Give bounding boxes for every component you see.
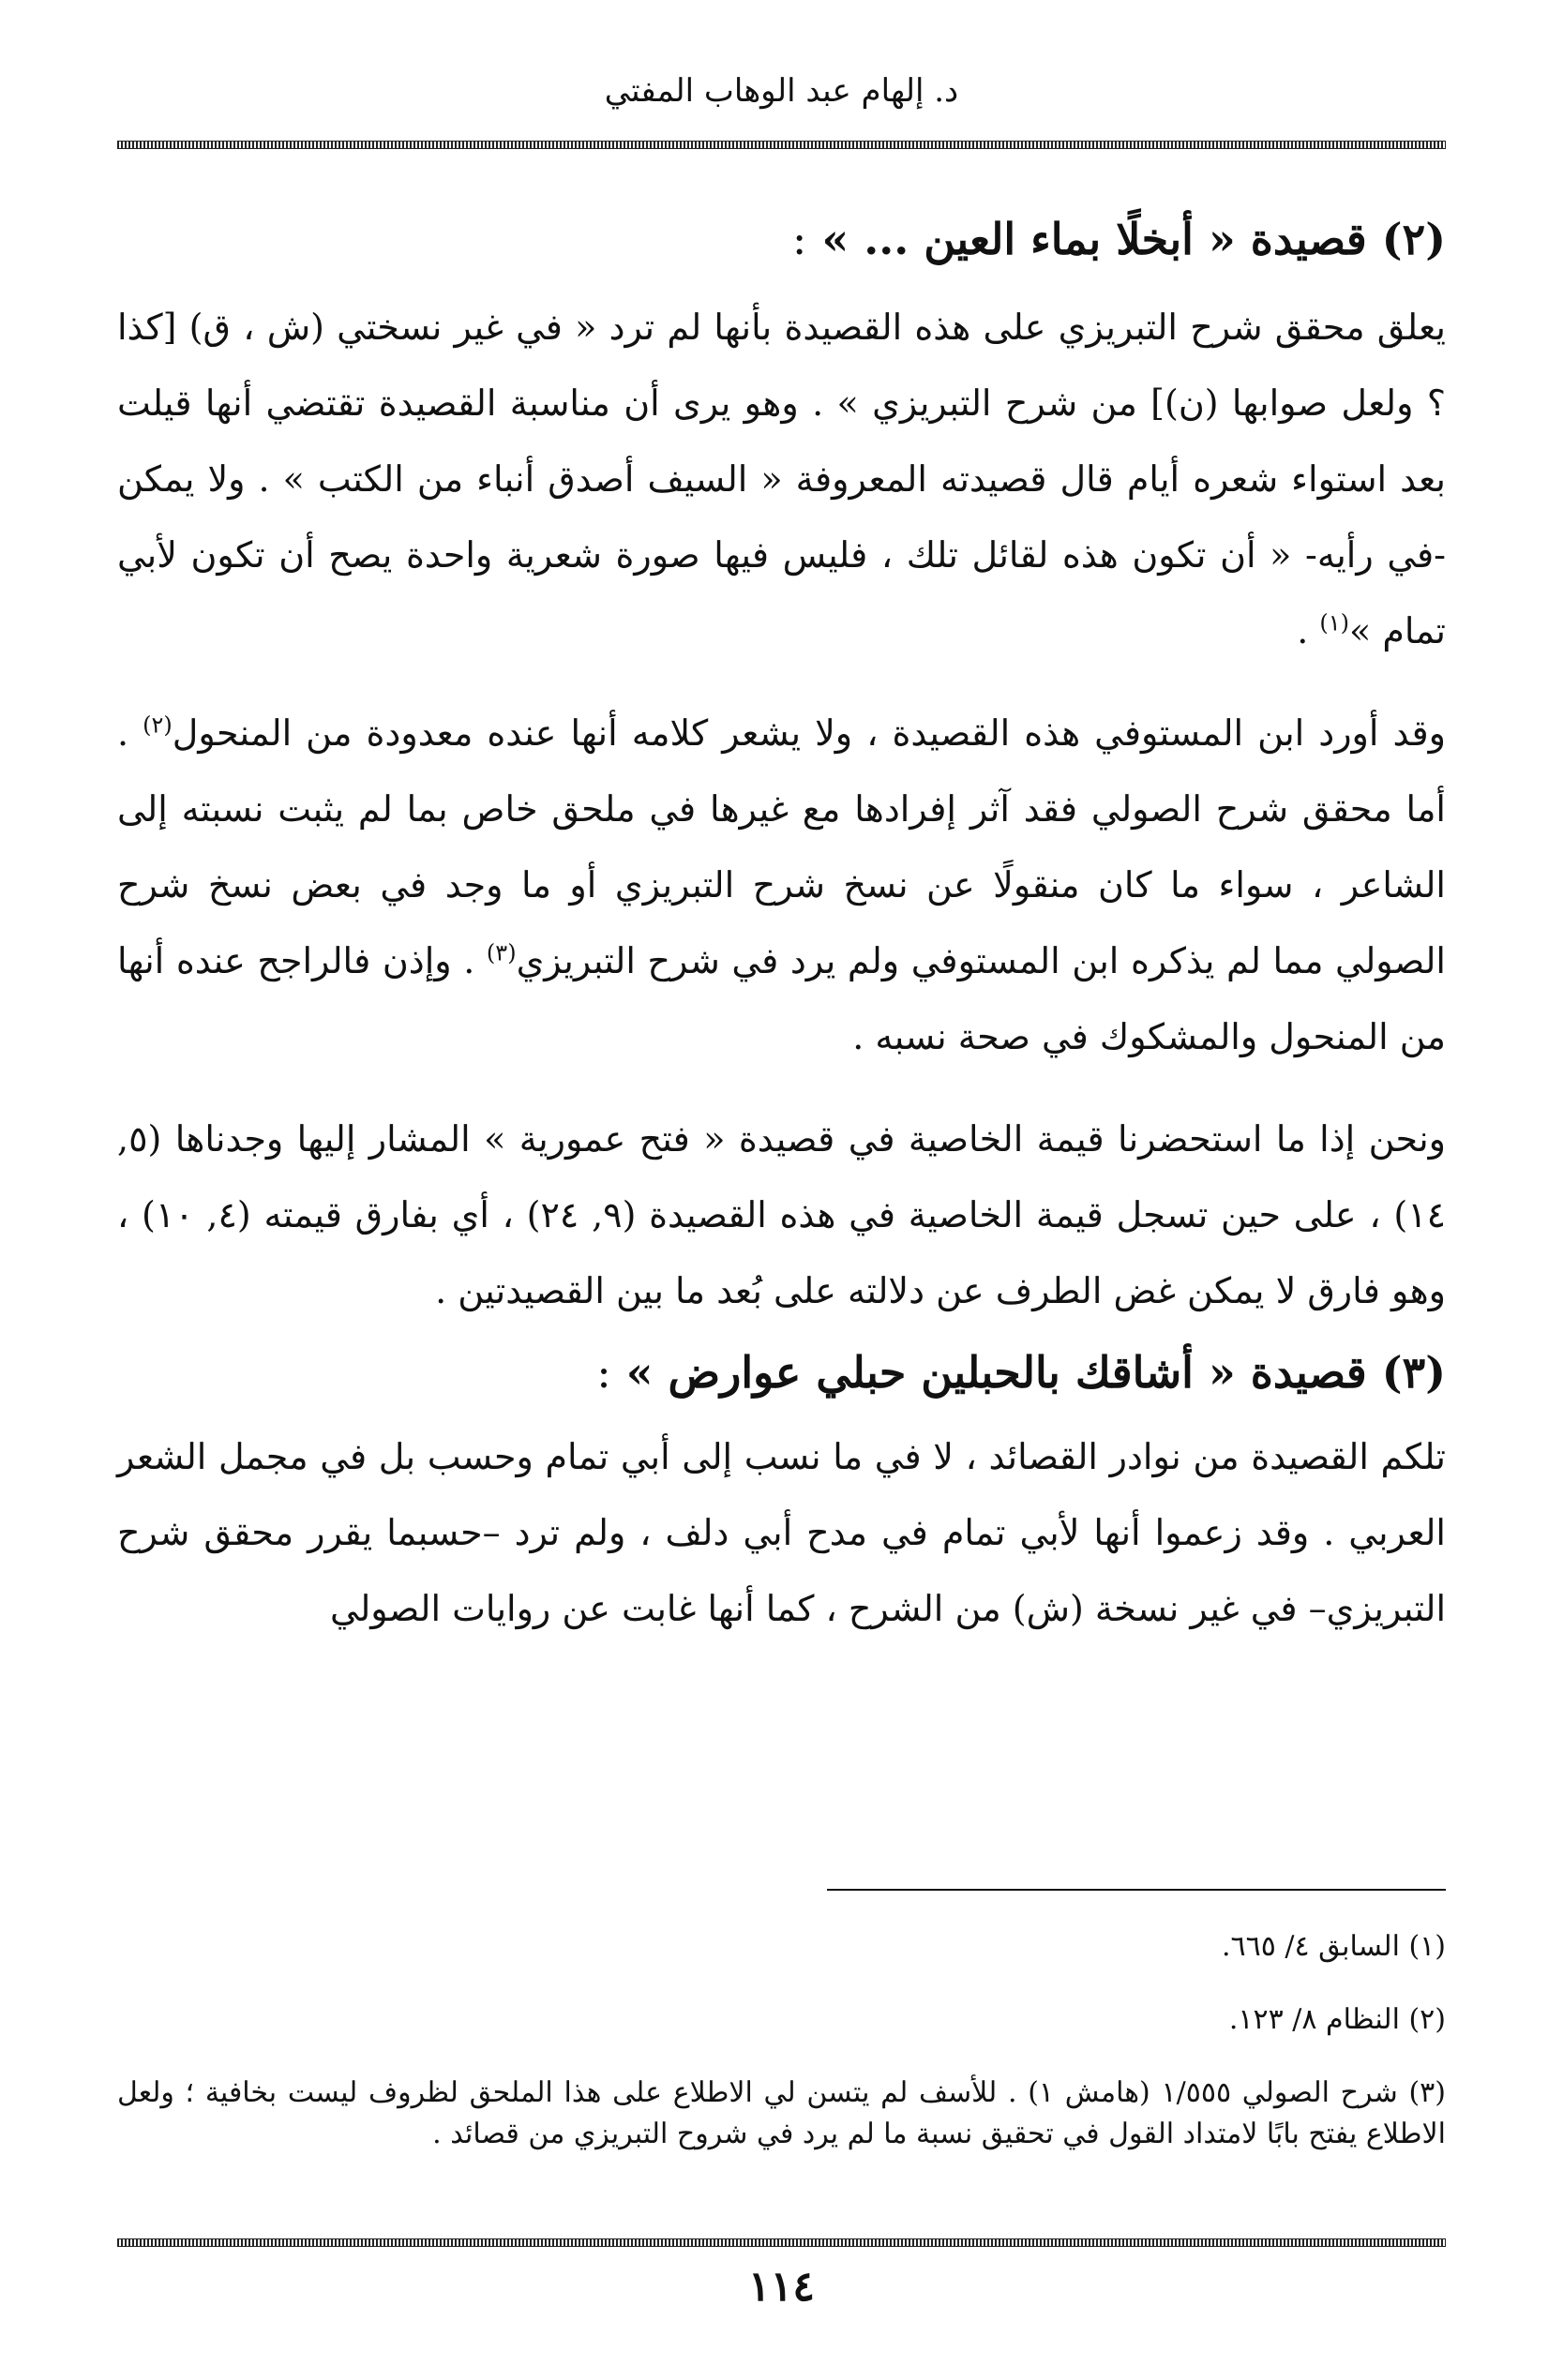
running-head: د. إلهام عبد الوهاب المفتي (604, 72, 959, 110)
footer-rule (117, 2238, 1446, 2247)
paragraph: ونحن إذا ما استحضرنا قيمة الخاصية في قصيدة « فتح عمورية » المشار إليها وجدناها (٥, ١٤) ، على حين تسجل قيمة الخاصية في هذه القصيدة (٩, ٢٤) ، أي بفارق قيمته (٤, ١٠) ، وهو فارق لا يمكن غض الطرف عن دلالته على بُعد ما بين القصيدتين . (117, 1118, 1447, 1311)
paragraph-text: . وإذن فالراجح عنده أنها من المنحول والمشكوك في صحة نسبه . (117, 940, 1446, 1057)
header-rule (117, 141, 1446, 149)
paragraph-text: وقد أورد ابن المستوفي هذه القصيدة ، ولا يشعر كلامه أنها عنده معدودة من المنحول (172, 712, 1446, 754)
paragraph-text: يعلق محقق شرح التبريزي على هذه القصيدة بأنها لم ترد « في غير نسختي (ش ، ق) [كذا ؟ ولعل صوابها (ن)] من شرح التبريزي » . وهو يرى أن مناسبة القصيدة تقتضي أنها قيلت بعد استواء شعره أيام قال قصيدته المعروفة « السيف أصدق أنباء من الكتب » . ولا يمكن -في رأيه- « أن تكون هذه لقائل تلك ، فليس فيها صورة شعرية واحدة يصح أن تكون لأبي تمام » (117, 307, 1446, 651)
footnote-ref: (٣) (486, 939, 517, 966)
section-heading-2-colon: : (791, 214, 807, 264)
paragraph (117, 290, 1446, 669)
section-heading-3 (117, 1335, 1446, 1410)
paragraph-text: . أما محقق شرح الصولي فقد آثر إفرادها مع غيرها في ملحق خاص بما لم يثبت نسبته إلى الشاعر ، سواء ما كان منقولًا عن نسخ شرح التبريزي أو ما وجد في بعض نسخ شرح الصولي مما لم يذكره ابن المستوفي ولم يرد في شرح التبريزي (117, 712, 1446, 981)
paragraph: تلكم القصيدة من نوادر القصائد ، لا في ما نسب إلى أبي تمام وحسب بل في مجمل الشعر العربي . وقد زعموا أنها لأبي تمام في مدح أبي دلف ، ولم ترد –حسبما يقرر محقق شرح التبريزي– في غير نسخة (ش) من الشرح ، كما أنها غابت عن روايات الصولي (117, 1436, 1446, 1629)
section-heading-2 (117, 202, 1446, 277)
section-heading-2-text: (٢) قصيدة « أبخلًا بماء العين ... » (821, 214, 1446, 264)
footnote-ref: (٢) (143, 711, 173, 739)
paragraph-text: . (1297, 610, 1320, 651)
footnotes (117, 1926, 1446, 2155)
section-heading-3-colon: : (596, 1347, 611, 1398)
main-text (117, 202, 1446, 1647)
footnote-ref: (١) (1319, 609, 1350, 636)
footnote-2: (٢) النظام ٨/ ١٢٣. (1228, 2003, 1446, 2036)
footnote-1: (١) السابق ٤/ ٦٦٥. (1221, 1930, 1446, 1963)
section-heading-3-text: (٣) قصيدة « أشاقك بالحبلين حبلي عوارض » (625, 1347, 1446, 1398)
paragraph (117, 696, 1446, 1075)
page-number: ١١٤ (748, 2263, 815, 2311)
footnote-separator (827, 1889, 1446, 1891)
footnote-3: (٣) شرح الصولي ١/٥٥٥ (هامش ١) . للأسف لم يتسن لي الاطلاع على هذا الملحق لظروف ليست بخافية ؛ ولعل الاطلاع يفتح بابًا لامتداد القول في تحقيق نسبة ما لم يرد في شروح التبريزي من قصائد . (117, 2076, 1446, 2150)
